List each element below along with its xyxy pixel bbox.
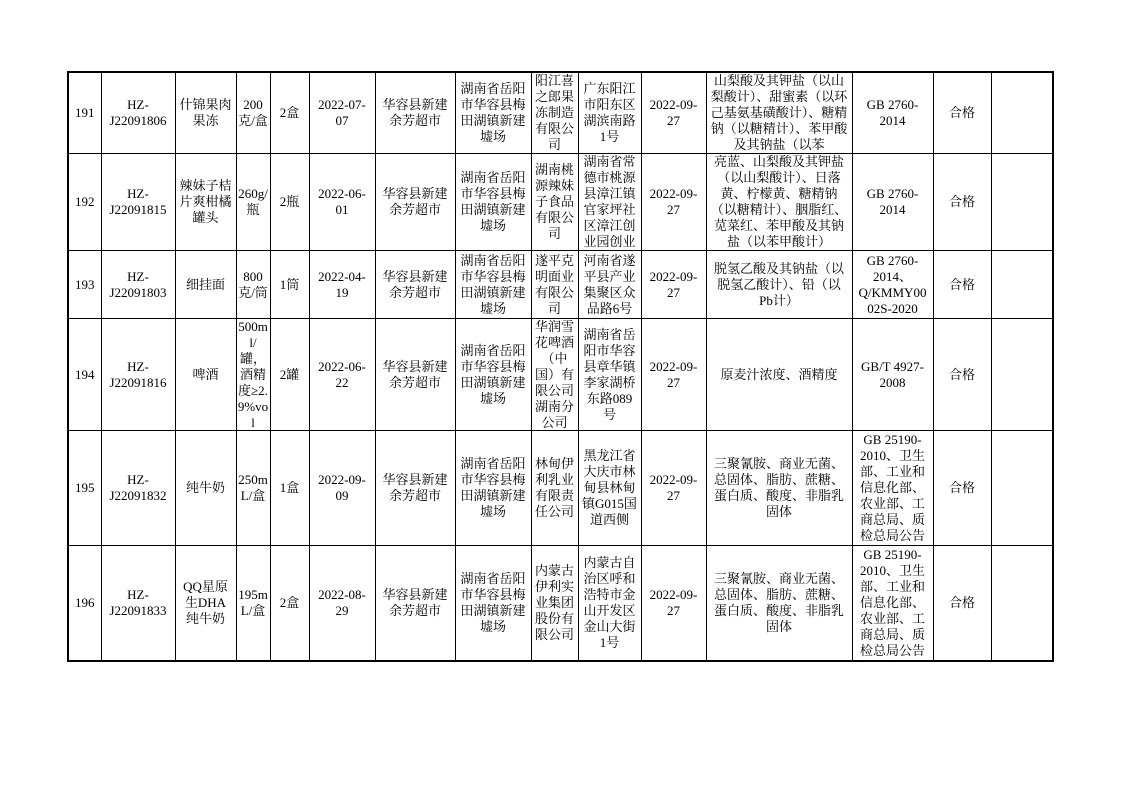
remark-cell <box>991 546 1053 662</box>
manufacturer: 阳江喜之郎果冻制造有限公司 <box>534 73 574 152</box>
test-date: 2022-09-27 <box>649 97 698 128</box>
quantity: 2盒 <box>279 595 300 610</box>
spec-cell <box>236 154 270 251</box>
product-name: 啤酒 <box>192 366 219 382</box>
result-cell <box>933 319 991 431</box>
sampling-unit-cell <box>375 546 455 662</box>
table-row <box>68 251 1053 319</box>
production-date: 2022-06-01 <box>318 186 366 217</box>
manufacturer-cell <box>531 431 578 546</box>
spec: 800克/筒 <box>238 268 268 300</box>
test-items: 三聚氰胺、商业无菌、总固体、脂肪、蔗糖、蛋白质、酸度、非脂乳固体 <box>713 456 844 519</box>
spec: 195mL/盒 <box>238 587 268 618</box>
sample-code-cell <box>101 154 175 251</box>
quantity: 1盒 <box>279 480 300 495</box>
manufacturer: 华润雪花啤酒（中国）有限公司湖南分公司 <box>534 319 574 430</box>
sampling-unit-cell <box>375 431 455 546</box>
manufacturer-address-cell <box>578 546 641 662</box>
quantity-cell <box>270 154 309 251</box>
test-date: 2022-09-27 <box>649 268 698 300</box>
test-items: 原麦汁浓度、酒精度 <box>720 366 838 382</box>
row-number: 196 <box>75 595 95 610</box>
sample-code: HZ-J22091816 <box>109 358 167 390</box>
table-row <box>68 72 1053 154</box>
sample-code: HZ-J22091806 <box>109 97 167 128</box>
row-number-cell <box>68 546 101 662</box>
remark-cell <box>991 154 1053 251</box>
sampling-address: 湖南省岳阳市华容县梅田湖镇新建墟场 <box>460 342 526 406</box>
remark-cell <box>991 72 1053 154</box>
spec: 200克/盒 <box>238 97 268 128</box>
result-cell <box>933 154 991 251</box>
sample-code: HZ-J22091803 <box>109 268 167 300</box>
result: 合格 <box>948 194 975 209</box>
product-name-cell <box>175 319 236 431</box>
standard-cell <box>852 319 933 431</box>
manufacturer-cell <box>531 546 578 662</box>
remark-cell <box>991 319 1053 431</box>
sampling-unit: 华容县新建余芳超市 <box>382 587 448 618</box>
sampling-unit: 华容县新建余芳超市 <box>382 358 448 390</box>
product-name-cell <box>175 72 236 154</box>
standard-cell <box>852 154 933 251</box>
result: 合格 <box>948 480 975 495</box>
test-items: 三聚氰胺、商业无菌、总固体、脂肪、蔗糖、蛋白质、酸度、非脂乳固体 <box>713 571 844 634</box>
standard: GB 2760-2014 <box>866 186 919 217</box>
standard: GB/T 4927-2008 <box>861 358 924 390</box>
production-date-cell <box>309 72 375 154</box>
product-name: QQ星原生DHA纯牛奶 <box>183 579 228 626</box>
quantity: 2罐 <box>279 366 300 382</box>
manufacturer: 林甸伊利乳业有限责任公司 <box>534 456 574 519</box>
production-date-cell <box>309 319 375 431</box>
production-date-cell <box>309 546 375 662</box>
result-cell <box>933 251 991 319</box>
remark-cell <box>991 251 1053 319</box>
spec-cell <box>236 546 270 662</box>
sample-code-cell <box>101 431 175 546</box>
quantity-cell <box>270 319 309 431</box>
spec-cell <box>236 251 270 319</box>
sampling-unit-cell <box>375 319 455 431</box>
test-date-cell <box>641 72 706 154</box>
sampling-address-cell <box>455 431 531 546</box>
production-date: 2022-07-07 <box>318 97 366 128</box>
remark-cell <box>991 431 1053 546</box>
manufacturer-address: 湖南省岳阳市华容县章华镇李家湖桥东路089号 <box>583 326 636 422</box>
standard-cell <box>852 251 933 319</box>
sampling-address: 湖南省岳阳市华容县梅田湖镇新建墟场 <box>460 81 526 144</box>
sampling-address-cell <box>455 154 531 251</box>
product-name: 纯牛奶 <box>185 480 225 495</box>
test-items: 山梨酸及其钾盐（以山梨酸计）、甜蜜素（以环己基氨基磺酸计）、糖精钠（以糖精计）、苯甲酸及其钠盐（以苯 <box>710 73 848 152</box>
manufacturer: 湖南桃源辣妹子食品有限公司 <box>534 162 574 241</box>
product-name-cell <box>175 154 236 251</box>
product-name: 什锦果肉果冻 <box>179 97 232 128</box>
row-number: 191 <box>75 105 95 120</box>
quantity-cell <box>270 251 309 319</box>
sampling-address: 湖南省岳阳市华容县梅田湖镇新建墟场 <box>460 571 526 634</box>
test-items-cell <box>706 154 852 251</box>
manufacturer-address-cell <box>578 154 641 251</box>
sampling-address-cell <box>455 72 531 154</box>
quantity: 2盒 <box>279 105 300 120</box>
row-number: 194 <box>75 366 95 382</box>
manufacturer-address: 河南省遂平县产业集聚区众品路6号 <box>583 252 636 316</box>
standard-cell <box>852 431 933 546</box>
manufacturer-address-cell <box>578 319 641 431</box>
row-number-cell <box>68 72 101 154</box>
quantity-cell <box>270 546 309 662</box>
row-number: 193 <box>75 276 95 292</box>
test-items: 脱氢乙酸及其钠盐（以脱氢乙酸计）、铅（以Pb计） <box>713 260 844 308</box>
standard: GB 2760-2014 <box>866 97 919 128</box>
test-date: 2022-09-27 <box>649 587 698 618</box>
table-row <box>68 319 1053 431</box>
product-name-cell <box>175 546 236 662</box>
test-date-cell <box>641 154 706 251</box>
sampling-unit: 华容县新建余芳超市 <box>382 97 448 128</box>
spec: 500ml/罐，酒精度≥2.9%vol <box>237 319 269 430</box>
manufacturer-cell <box>531 154 578 251</box>
test-date: 2022-09-27 <box>649 186 698 217</box>
standard: GB 25190-2010、卫生部、工业和信息化部、农业部、工商总局、质检总局公告 <box>859 432 925 543</box>
test-date-cell <box>641 251 706 319</box>
manufacturer: 内蒙古伊利实业集团股份有限公司 <box>534 563 574 642</box>
manufacturer-address-cell <box>578 72 641 154</box>
test-items-cell <box>706 319 852 431</box>
spec-cell <box>236 319 270 431</box>
sampling-address: 湖南省岳阳市华容县梅田湖镇新建墟场 <box>460 252 526 316</box>
row-number-cell <box>68 431 101 546</box>
production-date: 2022-09-09 <box>318 472 366 503</box>
test-date: 2022-09-27 <box>649 358 698 390</box>
test-items: 亮蓝、山梨酸及其钾盐（以山梨酸计）、日落黄、柠檬黄、糖精钠（以糖精计）、胭脂红、苋菜红、苯甲酸及其钠盐（以苯甲酸计） <box>710 154 848 249</box>
sampling-unit: 华容县新建余芳超市 <box>382 472 448 503</box>
result-cell <box>933 431 991 546</box>
table-row <box>68 154 1053 251</box>
sample-code: HZ-J22091815 <box>109 186 167 217</box>
inspection-results-table <box>67 71 1054 662</box>
manufacturer-cell <box>531 319 578 431</box>
spec-cell <box>236 431 270 546</box>
sampling-address: 湖南省岳阳市华容县梅田湖镇新建墟场 <box>460 170 526 233</box>
sampling-address-cell <box>455 546 531 662</box>
sampling-unit: 华容县新建余芳超市 <box>382 186 448 217</box>
sample-code-cell <box>101 251 175 319</box>
product-name: 细挂面 <box>185 276 225 292</box>
result: 合格 <box>948 366 975 382</box>
manufacturer-address: 广东阳江市阳东区湖滨南路1号 <box>583 81 636 144</box>
manufacturer-address: 黑龙江省大庆市林甸县林甸镇G015国道西侧 <box>582 448 637 527</box>
result-cell <box>933 546 991 662</box>
quantity-cell <box>270 431 309 546</box>
row-number: 195 <box>75 480 95 495</box>
sample-code-cell <box>101 319 175 431</box>
table-row <box>68 431 1053 546</box>
sample-code-cell <box>101 546 175 662</box>
standard-cell <box>852 546 933 662</box>
product-name: 辣妹子桔片爽柑橘罐头 <box>179 178 232 225</box>
row-number-cell <box>68 154 101 251</box>
sampling-unit-cell <box>375 154 455 251</box>
sampling-unit: 华容县新建余芳超市 <box>382 268 448 300</box>
quantity-cell <box>270 72 309 154</box>
production-date: 2022-06-22 <box>318 358 366 390</box>
manufacturer-address: 湖南省常德市桃源县漳江镇官家坪社区漳江创业园创业 <box>583 154 636 249</box>
production-date: 2022-04-19 <box>318 268 366 300</box>
test-items-cell <box>706 72 852 154</box>
sampling-address-cell <box>455 319 531 431</box>
production-date-cell <box>309 251 375 319</box>
quantity: 2瓶 <box>279 194 300 209</box>
test-date-cell <box>641 546 706 662</box>
test-items-cell <box>706 546 852 662</box>
spec: 260g/瓶 <box>238 186 268 217</box>
standard-cell <box>852 72 933 154</box>
result: 合格 <box>948 276 975 292</box>
quantity: 1筒 <box>279 276 300 292</box>
production-date-cell <box>309 431 375 546</box>
spec-cell <box>236 72 270 154</box>
spec: 250mL/盒 <box>238 472 268 503</box>
test-date-cell <box>641 431 706 546</box>
sample-code: HZ-J22091832 <box>109 472 167 503</box>
test-date-cell <box>641 319 706 431</box>
result: 合格 <box>948 105 975 120</box>
result: 合格 <box>948 595 975 610</box>
test-items-cell <box>706 251 852 319</box>
standard: GB 2760-2014、Q/KMMY0002S-2020 <box>858 252 927 316</box>
manufacturer-address-cell <box>578 251 641 319</box>
row-number-cell <box>68 251 101 319</box>
sampling-unit-cell <box>375 72 455 154</box>
sampling-address-cell <box>455 251 531 319</box>
product-name-cell <box>175 431 236 546</box>
sampling-address: 湖南省岳阳市华容县梅田湖镇新建墟场 <box>460 456 526 519</box>
manufacturer-address-cell <box>578 431 641 546</box>
table-row <box>68 546 1053 662</box>
sample-code-cell <box>101 72 175 154</box>
row-number: 192 <box>75 194 95 209</box>
standard: GB 25190-2010、卫生部、工业和信息化部、农业部、工商总局、质检总局公告 <box>859 547 925 658</box>
test-date: 2022-09-27 <box>649 472 698 503</box>
test-items-cell <box>706 431 852 546</box>
production-date: 2022-08-29 <box>318 587 366 618</box>
manufacturer: 遂平克明面业有限公司 <box>534 252 574 316</box>
production-date-cell <box>309 154 375 251</box>
sample-code: HZ-J22091833 <box>109 587 167 618</box>
row-number-cell <box>68 319 101 431</box>
manufacturer-address: 内蒙古自治区呼和浩特市金山开发区金山大街1号 <box>583 555 636 650</box>
manufacturer-cell <box>531 72 578 154</box>
result-cell <box>933 72 991 154</box>
product-name-cell <box>175 251 236 319</box>
sampling-unit-cell <box>375 251 455 319</box>
manufacturer-cell <box>531 251 578 319</box>
